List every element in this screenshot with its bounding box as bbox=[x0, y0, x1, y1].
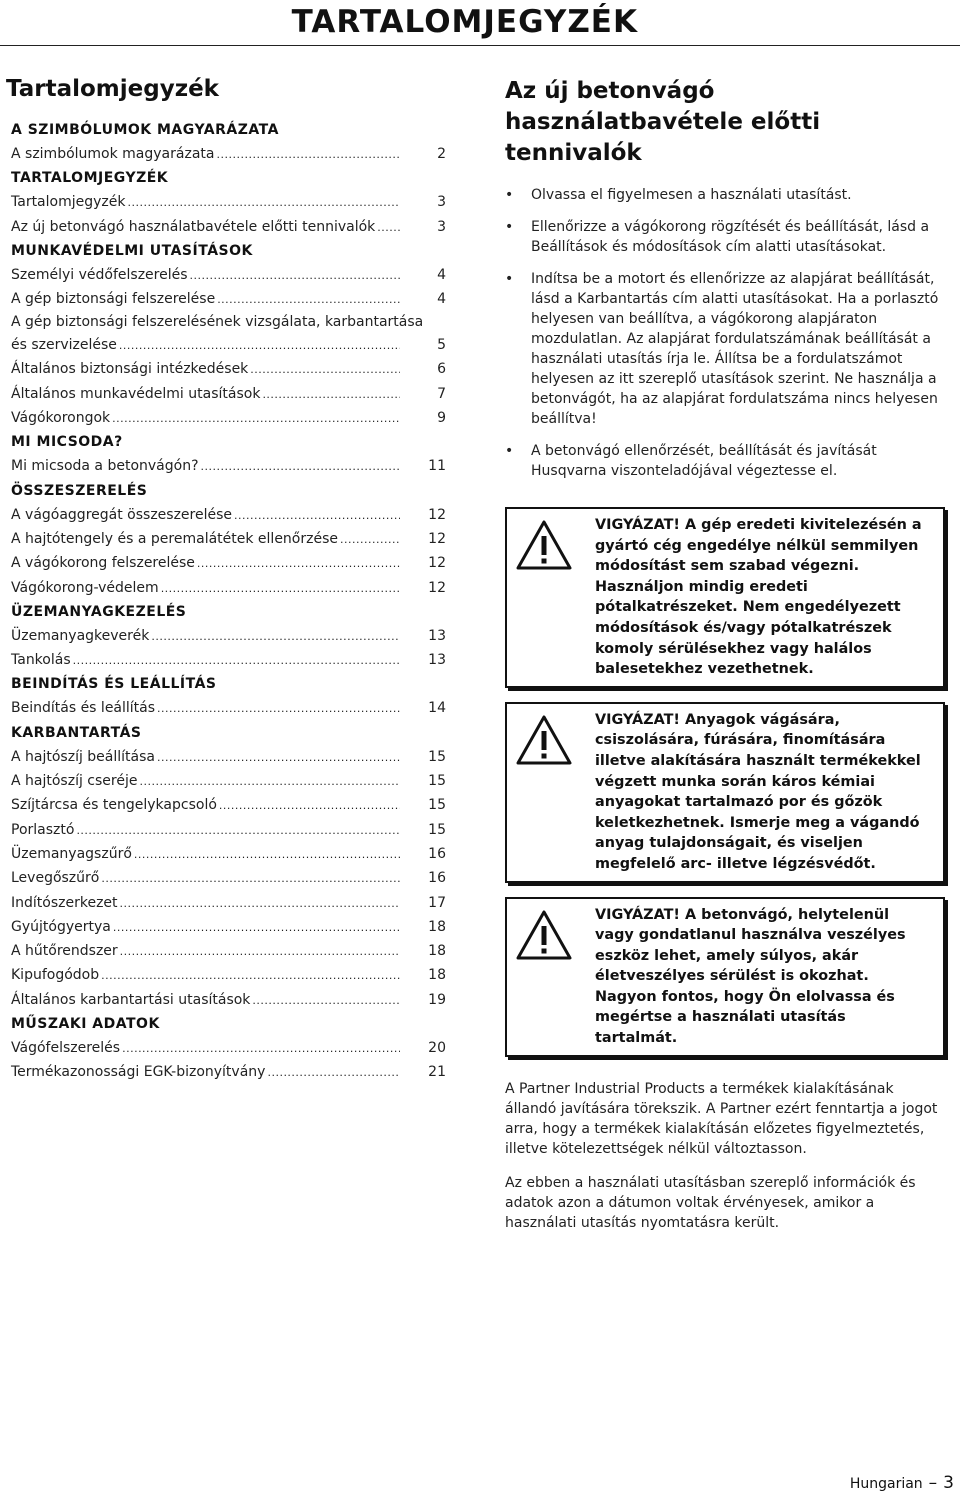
toc-section-heading: ÖSSZESZERELÉS bbox=[11, 482, 148, 499]
toc-entry-page: 14 bbox=[428, 700, 446, 717]
toc-title: Tartalomjegyzék bbox=[6, 76, 219, 102]
dot-leader bbox=[267, 1060, 400, 1085]
dot-leader bbox=[127, 190, 400, 215]
toc-entry-page: 12 bbox=[428, 530, 446, 547]
dot-leader bbox=[120, 939, 400, 964]
dot-leader bbox=[122, 1036, 400, 1061]
dot-leader bbox=[161, 576, 400, 601]
toc-entry-page: 3 bbox=[437, 194, 446, 211]
footer-dash: – bbox=[928, 1473, 938, 1493]
dot-leader bbox=[201, 454, 401, 479]
toc-entry[interactable] bbox=[11, 215, 446, 239]
toc-entry[interactable] bbox=[11, 551, 446, 575]
warning-triangle-icon bbox=[515, 905, 595, 1049]
toc-entry[interactable] bbox=[11, 142, 446, 166]
dot-leader bbox=[157, 696, 400, 721]
dot-leader bbox=[340, 527, 400, 552]
toc-entry[interactable] bbox=[11, 842, 446, 866]
checklist bbox=[505, 185, 945, 481]
toc-entry[interactable] bbox=[11, 915, 446, 939]
toc-entry-label: Porlasztó bbox=[11, 821, 75, 838]
dot-leader bbox=[219, 793, 400, 818]
dot-leader bbox=[119, 334, 400, 357]
dot-leader bbox=[197, 551, 400, 576]
toc-entry-page: 4 bbox=[437, 291, 446, 308]
toc-entry[interactable] bbox=[11, 793, 446, 817]
warning-box bbox=[505, 897, 945, 1057]
toc-section-heading: BEINDÍTÁS ÉS LEÁLLÍTÁS bbox=[11, 676, 217, 693]
toc-entry-label: A hajtótengely és a peremalátétek ellenőrzése bbox=[11, 530, 338, 547]
toc-entry[interactable] bbox=[11, 939, 446, 963]
toc-entry[interactable] bbox=[11, 891, 446, 915]
dot-leader bbox=[112, 406, 400, 431]
toc-entry[interactable] bbox=[11, 357, 446, 381]
toc-entry-label: Levegőszűrő bbox=[11, 870, 100, 887]
toc-entry-page: 16 bbox=[428, 870, 446, 887]
dot-leader bbox=[377, 215, 400, 240]
dot-leader bbox=[234, 503, 400, 528]
toc-entry[interactable] bbox=[11, 527, 446, 551]
checklist-item: • A betonvágó ellenőrzését, beállítását és javítását Husqvarna viszonteladójával végeztesse el. bbox=[505, 441, 945, 481]
toc-entry-label: Általános karbantartási utasítások bbox=[11, 991, 251, 1008]
footer-language: Hungarian bbox=[849, 1476, 923, 1492]
toc-entry[interactable] bbox=[11, 406, 446, 430]
toc-entry-page: 17 bbox=[428, 894, 446, 911]
toc-entry-page: 15 bbox=[428, 797, 446, 814]
toc-section-heading: KARBANTARTÁS bbox=[11, 724, 142, 741]
dot-leader bbox=[113, 915, 400, 940]
warning-triangle-icon bbox=[515, 710, 595, 875]
dot-leader bbox=[76, 818, 400, 843]
toc-entry-label: Indítószerkezet bbox=[11, 894, 118, 911]
toc-entry[interactable] bbox=[11, 988, 446, 1012]
warnings bbox=[505, 507, 945, 1057]
toc-entry-label: A gép biztonsági felszerelésének vizsgálata, karbantartása bbox=[11, 314, 424, 331]
toc-entry-label: A szimbólumok magyarázata bbox=[11, 146, 215, 162]
toc-entry-page: 12 bbox=[428, 579, 446, 596]
toc-entry-label: Üzemanyagszűrő bbox=[11, 845, 132, 862]
warning-text: VIGYÁZAT! A gép eredeti kivitelezésén a gyártó cég engedélye nélkül semmilyen módosítást sem szabad végezni. Használjon mindig eredeti pótalkatrészeket. Nem engedélyezett módosítások és/vagy pótalkatrészek komoly sérülésekhez vagy halálos balesetekhez vezethetnek. bbox=[595, 517, 922, 678]
toc-entry-label: Üzemanyagkeverék bbox=[11, 627, 150, 644]
dot-leader bbox=[151, 624, 400, 649]
toc-entry[interactable] bbox=[11, 382, 446, 406]
disclaimer-text bbox=[505, 1079, 945, 1233]
toc-entry[interactable] bbox=[11, 503, 446, 527]
dot-leader bbox=[262, 382, 400, 407]
toc-entry-label: Kipufogódob bbox=[11, 967, 100, 984]
toc-entry[interactable] bbox=[11, 818, 446, 842]
right-column bbox=[505, 76, 945, 1247]
toc-entry-label: Vágókorongok bbox=[11, 410, 111, 427]
toc-entry[interactable] bbox=[11, 769, 446, 793]
toc-entry-page: 12 bbox=[428, 506, 446, 523]
toc-entry[interactable] bbox=[11, 1060, 446, 1084]
toc-entry-label: Vágókorong-védelem bbox=[11, 579, 159, 596]
toc-entry-label: A vágókorong felszerelése bbox=[11, 555, 195, 572]
toc-entry-label: Beindítás és leállítás bbox=[11, 700, 156, 717]
toc-entry-label: Vágófelszerelés bbox=[11, 1040, 121, 1057]
toc-entry-page: 2 bbox=[437, 146, 446, 162]
toc-section-heading: MŰSZAKI ADATOK bbox=[11, 1016, 160, 1033]
toc-entry-label: A hűtőrendszer bbox=[11, 943, 118, 960]
toc-entry[interactable] bbox=[11, 648, 446, 672]
toc-section-heading: TARTALOMJEGYZÉK bbox=[11, 170, 169, 187]
warning-text: VIGYÁZAT! A betonvágó, helytelenül vagy gondatlanul használva veszélyes eszköz lehet, amely súlyos, akár életveszélyes sérülést is okozhat. Nagyon fontos, hogy Ön elolvassa és megértse a használati utasítás tartalmát. bbox=[595, 906, 906, 1047]
toc-entry-label: A hajtószíj cseréje bbox=[11, 773, 138, 790]
toc-entry[interactable] bbox=[11, 1036, 446, 1060]
toc-entry[interactable] bbox=[11, 287, 446, 311]
toc-section-heading: MUNKAVÉDELMI UTASÍTÁSOK bbox=[11, 242, 253, 259]
dot-leader bbox=[134, 842, 400, 867]
toc-entry-label: Mi micsoda a betonvágón? bbox=[11, 458, 199, 475]
toc-entry-page: 18 bbox=[428, 918, 446, 935]
header-rule bbox=[0, 45, 960, 46]
toc-section-heading: A SZIMBÓLUMOK MAGYARÁZATA bbox=[11, 122, 279, 138]
intro-title: Az új betonvágó használatbavétele előtti tennivalók bbox=[505, 78, 821, 166]
warning-box bbox=[505, 507, 945, 688]
checklist-item: • Indítsa be a motort és ellenőrizze az alapjárat beállítását, lásd a Karbantartás cím alatti utasításokat. Ha a porlasztó helyesen van beállítva, a vágókorong alapjáraton mozdulatlan. Az alapjárat fordulatszámának beállítását a használati utasítás írja le. Állítsa be a fordulatszámot helyesen az itt szereplő utasítások szerint. Ne használja a betonvágót, ha az alapjárat fordulatszáma nincs helyesen beállítva! bbox=[505, 269, 945, 429]
page-footer bbox=[850, 1473, 954, 1493]
dot-leader bbox=[217, 287, 400, 312]
dot-leader bbox=[73, 648, 400, 673]
toc-entry[interactable] bbox=[11, 963, 446, 987]
toc-entry-page: 12 bbox=[428, 555, 446, 572]
toc-entry-label: Általános biztonsági intézkedések bbox=[11, 361, 249, 378]
toc-entry-page: 21 bbox=[428, 1064, 446, 1081]
dot-leader bbox=[139, 769, 400, 794]
toc-entry-page: 13 bbox=[428, 627, 446, 644]
toc-entry-label: Termékazonossági EGK-bizonyítvány bbox=[11, 1064, 266, 1081]
toc-entry-label: Szíjtárcsa és tengelykapcsoló bbox=[11, 797, 217, 814]
dot-leader bbox=[250, 357, 400, 382]
toc-entry[interactable] bbox=[11, 696, 446, 720]
toc-entry-page: 18 bbox=[428, 967, 446, 984]
toc-entry[interactable] bbox=[11, 624, 446, 648]
page-header-title: TARTALOMJEGYZÉK bbox=[291, 4, 638, 40]
toc-entry-label: A gép biztonsági felszerelése bbox=[11, 291, 216, 308]
toc-entry-label-continued: és szervizelése bbox=[11, 337, 117, 354]
body-paragraph: Az ebben a használati utasításban szereplő információk és adatok azon a dátumon voltak érvényesek, amikor a használati utasítás nyomtatásra került. bbox=[505, 1174, 916, 1231]
dot-leader bbox=[252, 988, 400, 1013]
toc-entry-page: 9 bbox=[437, 410, 446, 427]
toc-entry-page: 4 bbox=[437, 266, 446, 283]
toc-entry-label: A hajtószíj beállítása bbox=[11, 748, 155, 765]
toc-section-heading: ÜZEMANYAGKEZELÉS bbox=[11, 603, 187, 620]
warning-box bbox=[505, 702, 945, 883]
dot-leader bbox=[101, 866, 400, 891]
checklist-item: • Olvassa el figyelmesen a használati utasítást. bbox=[505, 185, 945, 205]
toc-entry-page: 6 bbox=[437, 361, 446, 378]
toc-section-heading: MI MICSODA? bbox=[11, 434, 123, 451]
toc-entry-label: Az új betonvágó használatbavétele előtti tennivalók bbox=[11, 218, 376, 235]
toc-entry[interactable] bbox=[11, 263, 446, 287]
toc-entry-page: 11 bbox=[428, 458, 446, 475]
warning-text: VIGYÁZAT! Anyagok vágására, csiszolására, fúrására, finomítására illetve alakítására használt termékekkel végzett munka során káros kémiai anyagokat tartalmazó por és gőzök keletkezhetnek. Ismerje meg a vágandó anyag tulajdonságait, és viseljen megfelelő arc- illetve légzésvédőt. bbox=[595, 711, 921, 872]
toc-entry[interactable] bbox=[11, 866, 446, 890]
toc-entry-label: Gyújtógyertya bbox=[11, 918, 111, 935]
checklist-item: • Ellenőrizze a vágókorong rögzítését és beállítását, lásd a Beállítások és módosítások cím alatti utasításokat. bbox=[505, 217, 945, 257]
dot-leader bbox=[120, 891, 400, 916]
toc-entry-page: 18 bbox=[428, 943, 446, 960]
dot-leader bbox=[157, 745, 400, 770]
toc-entry-page: 15 bbox=[428, 748, 446, 765]
toc-entry[interactable] bbox=[11, 576, 446, 600]
toc-entry-label: Tartalomjegyzék bbox=[11, 194, 126, 211]
dot-leader bbox=[190, 263, 400, 288]
dot-leader bbox=[216, 142, 400, 167]
toc-entry-label: A vágóaggregát összeszerelése bbox=[11, 506, 233, 523]
toc-entry[interactable] bbox=[11, 190, 446, 214]
toc-entry-page: 7 bbox=[437, 385, 446, 402]
toc-entry-page: 20 bbox=[428, 1040, 446, 1057]
toc-entry-page: 13 bbox=[428, 652, 446, 669]
toc-entry-page: 15 bbox=[428, 821, 446, 838]
toc-entry-page: 15 bbox=[428, 773, 446, 790]
toc-entry-page: 3 bbox=[437, 218, 446, 235]
warning-triangle-icon bbox=[515, 515, 595, 680]
toc-entry[interactable] bbox=[11, 311, 446, 357]
toc-entry[interactable] bbox=[11, 745, 446, 769]
toc-groups bbox=[6, 118, 446, 1085]
toc-entry-label: Tankolás bbox=[11, 652, 71, 669]
toc-entry-label: Személyi védőfelszerelés bbox=[11, 266, 188, 283]
footer-page-number: 3 bbox=[943, 1473, 954, 1493]
toc-entry-page: 19 bbox=[428, 991, 446, 1008]
toc-entry[interactable] bbox=[11, 454, 446, 478]
table-of-contents bbox=[6, 76, 446, 1085]
toc-entry-label: Általános munkavédelmi utasítások bbox=[11, 385, 261, 402]
toc-entry-page: 5 bbox=[437, 337, 446, 354]
body-paragraph: A Partner Industrial Products a termékek kialakításának állandó javítására törekszik. A Partner ezért fenntartja a jogot arra, hogy a termékek kialakításán előzetes figyelmeztetés, illetve kötelezettségek nélkül változtasson. bbox=[505, 1080, 938, 1157]
toc-entry-page: 16 bbox=[428, 845, 446, 862]
dot-leader bbox=[101, 963, 400, 988]
